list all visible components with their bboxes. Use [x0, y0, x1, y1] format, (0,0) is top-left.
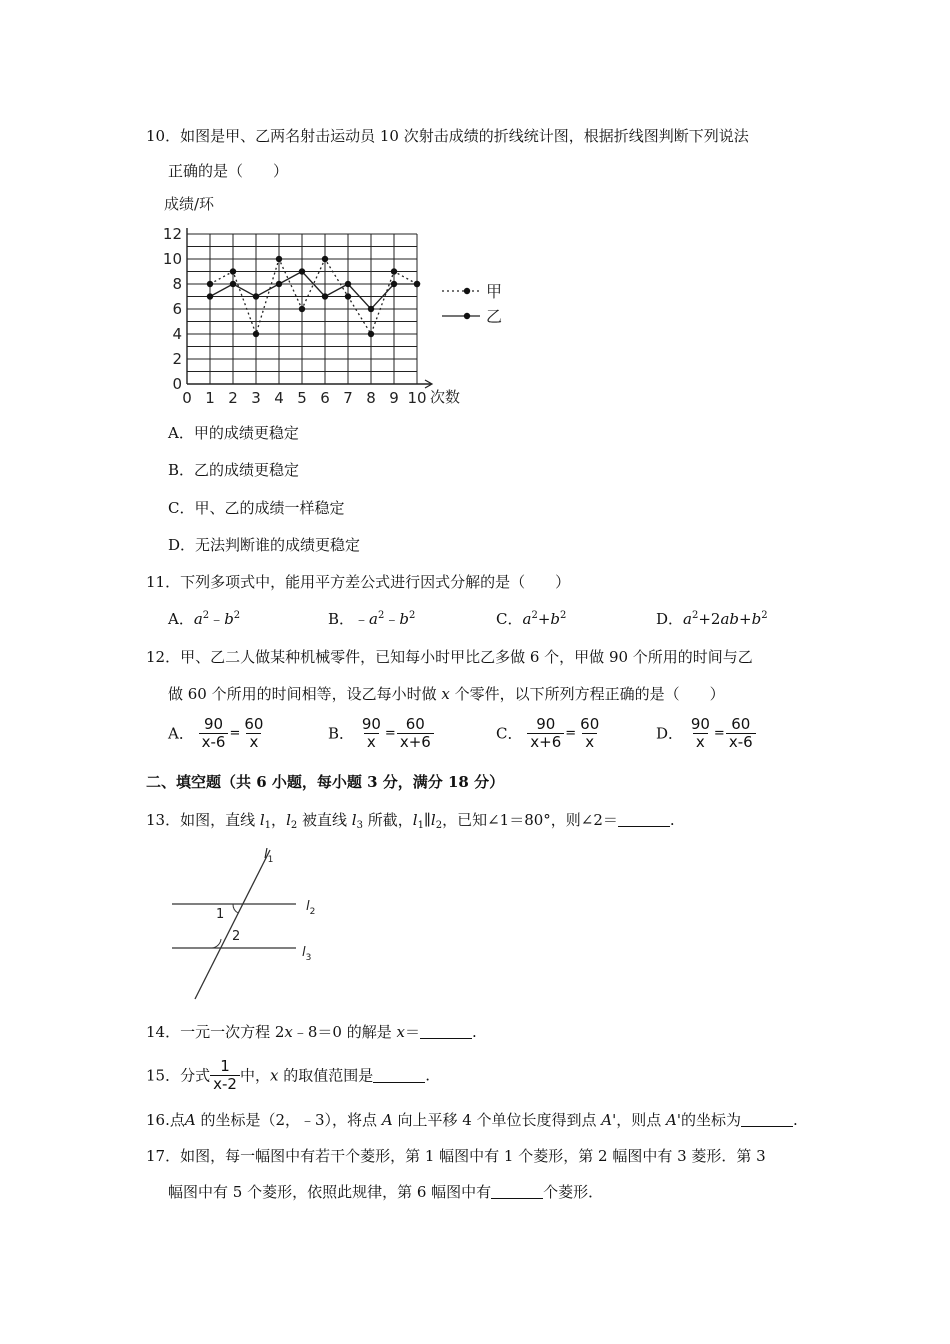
q12-option-b: B． $\frac{90}{x}$ = $\frac{60}{x+6}$ — [328, 716, 434, 751]
label-l1: $l_1$ — [264, 847, 274, 865]
y-tick-label: 10 — [162, 250, 182, 268]
data-point-jia — [391, 268, 397, 274]
q11-stem: 11．下列多项式中，能用平方差公式进行因式分解的是（ ） — [146, 573, 571, 591]
x-tick-label: 1 — [205, 389, 215, 407]
q11-option-a: A．$a^2﹣b^2$ — [168, 610, 241, 628]
legend-label: 乙 — [486, 307, 503, 326]
angle-1-label: 1 — [216, 907, 225, 922]
data-point-yi — [276, 281, 282, 287]
q10-option-d: D．无法判断谁的成绩更稳定 — [168, 536, 361, 554]
x-tick-label: 0 — [182, 389, 192, 407]
x-tick-label: 9 — [389, 389, 399, 407]
label-l2: $l_2$ — [306, 899, 316, 917]
x-tick-label: 3 — [251, 389, 261, 407]
data-point-yi — [230, 281, 236, 287]
label-l3: $l_3$ — [302, 945, 312, 963]
q14-answer-blank — [420, 1024, 472, 1039]
data-point-yi — [253, 293, 259, 299]
q15-answer-blank — [373, 1068, 425, 1083]
y-tick-label: 2 — [172, 350, 182, 368]
data-point-jia — [230, 268, 236, 274]
q16-answer-blank — [741, 1112, 793, 1127]
data-point-yi — [207, 293, 213, 299]
q14-stem: 14．一元一次方程 2x﹣8＝0 的解是 x＝ . — [146, 1023, 477, 1041]
q13-answer-blank — [618, 812, 670, 827]
y-tick-label: 8 — [172, 275, 182, 293]
angle-2-label: 2 — [232, 929, 241, 944]
q13-stem: 13．如图，直线 $l_1$，$l_2$ 被直线 $l_3$ 所截，$l_1\parallel l_2$，已知∠1＝80°，则∠2＝ . — [146, 811, 675, 831]
data-point-jia — [207, 281, 213, 287]
data-point-jia — [299, 306, 305, 312]
x-tick-label: 7 — [343, 389, 353, 407]
q10-option-c: C．甲、乙的成绩一样稳定 — [168, 499, 345, 517]
data-point-yi — [345, 281, 351, 287]
legend-marker — [464, 313, 470, 319]
q17-line1: 17．如图，每一幅图中有若干个菱形，第 1 幅图中有 1 个菱形，第 2 幅图中有 3 菱形．第 3 — [146, 1147, 766, 1165]
line-l1 — [195, 850, 270, 999]
legend-marker — [464, 288, 470, 294]
q17-line2: 幅图中有 5 个菱形，依照此规律，第 6 幅图中有 个菱形． — [168, 1183, 604, 1201]
y-tick-label: 12 — [162, 225, 182, 243]
q12-line2: 做 60 个所用的时间相等，设乙每小时做 x 个零件，以下所列方程正确的是（ ） — [168, 685, 725, 703]
legend-label: 甲 — [486, 282, 503, 301]
q13-figure — [160, 842, 340, 1007]
q15-stem: 15．分式 $\frac{1}{x-2}$ 中，x 的取值范围是 . — [146, 1057, 430, 1093]
data-point-yi — [368, 306, 374, 312]
q10-line1: 10．如图是甲、乙两名射击运动员 10 次射击成绩的折线统计图，根据折线图判断下列说法 — [146, 127, 749, 145]
x-tick-label: 2 — [228, 389, 238, 407]
data-point-jia — [322, 256, 328, 262]
q10-line2: 正确的是（ ） — [168, 162, 289, 180]
data-point-jia — [253, 331, 259, 337]
data-point-yi — [322, 293, 328, 299]
data-point-yi — [414, 281, 420, 287]
data-point-jia — [276, 256, 282, 262]
series-line-yi — [210, 272, 417, 310]
q10-option-a: A．甲的成绩更稳定 — [168, 424, 299, 442]
q12-option-a: A． $\frac{90}{x-6}$ = $\frac{60}{x}$ — [168, 715, 264, 751]
q10-option-b: B．乙的成绩更稳定 — [168, 461, 300, 479]
x-tick-label: 10 — [407, 389, 427, 407]
data-point-jia — [368, 331, 374, 337]
q15-fraction: $\frac{1}{x-2}$ — [210, 1058, 240, 1093]
line-chart — [160, 190, 520, 410]
q16-stem: 16.点A 的坐标是（2，﹣3），将点 A 向上平移 4 个单位长度得到点 A'，则点 A'的坐标为 . — [146, 1111, 798, 1129]
data-point-jia — [345, 293, 351, 299]
data-point-yi — [299, 268, 305, 274]
q12-option-d: D． $\frac{90}{x}$ = $\frac{60}{x-6}$ — [656, 716, 756, 751]
section-2-heading: 二、填空题（共 6 小题，每小题 3 分，满分 18 分） — [146, 773, 505, 791]
angle-2-arc — [212, 939, 221, 948]
y-tick-label: 0 — [172, 375, 182, 393]
q11-option-b: B．$﹣a^2﹣b^2$ — [328, 610, 416, 628]
q11-option-c: C．$a^2+b^2$ — [496, 610, 567, 628]
x-axis-label: 次数 — [430, 388, 461, 406]
data-point-yi — [391, 281, 397, 287]
q11-option-d: D．$a^2+2ab+b^2$ — [656, 610, 768, 628]
x-tick-label: 5 — [297, 389, 307, 407]
y-tick-label: 4 — [172, 325, 182, 343]
y-tick-label: 6 — [172, 300, 182, 318]
q12-line1: 12．甲、乙二人做某种机械零件，已知每小时甲比乙多做 6 个，甲做 90 个所用的时间与乙 — [146, 648, 753, 666]
y-axis-label: 成绩/环 — [164, 195, 215, 213]
x-tick-label: 8 — [366, 389, 376, 407]
angle-1-arc — [233, 904, 238, 913]
q17-answer-blank — [491, 1184, 543, 1199]
x-tick-label: 4 — [274, 389, 284, 407]
q12-option-c: C． $\frac{90}{x+6}$ = $\frac{60}{x}$ — [496, 715, 600, 751]
x-tick-label: 6 — [320, 389, 330, 407]
